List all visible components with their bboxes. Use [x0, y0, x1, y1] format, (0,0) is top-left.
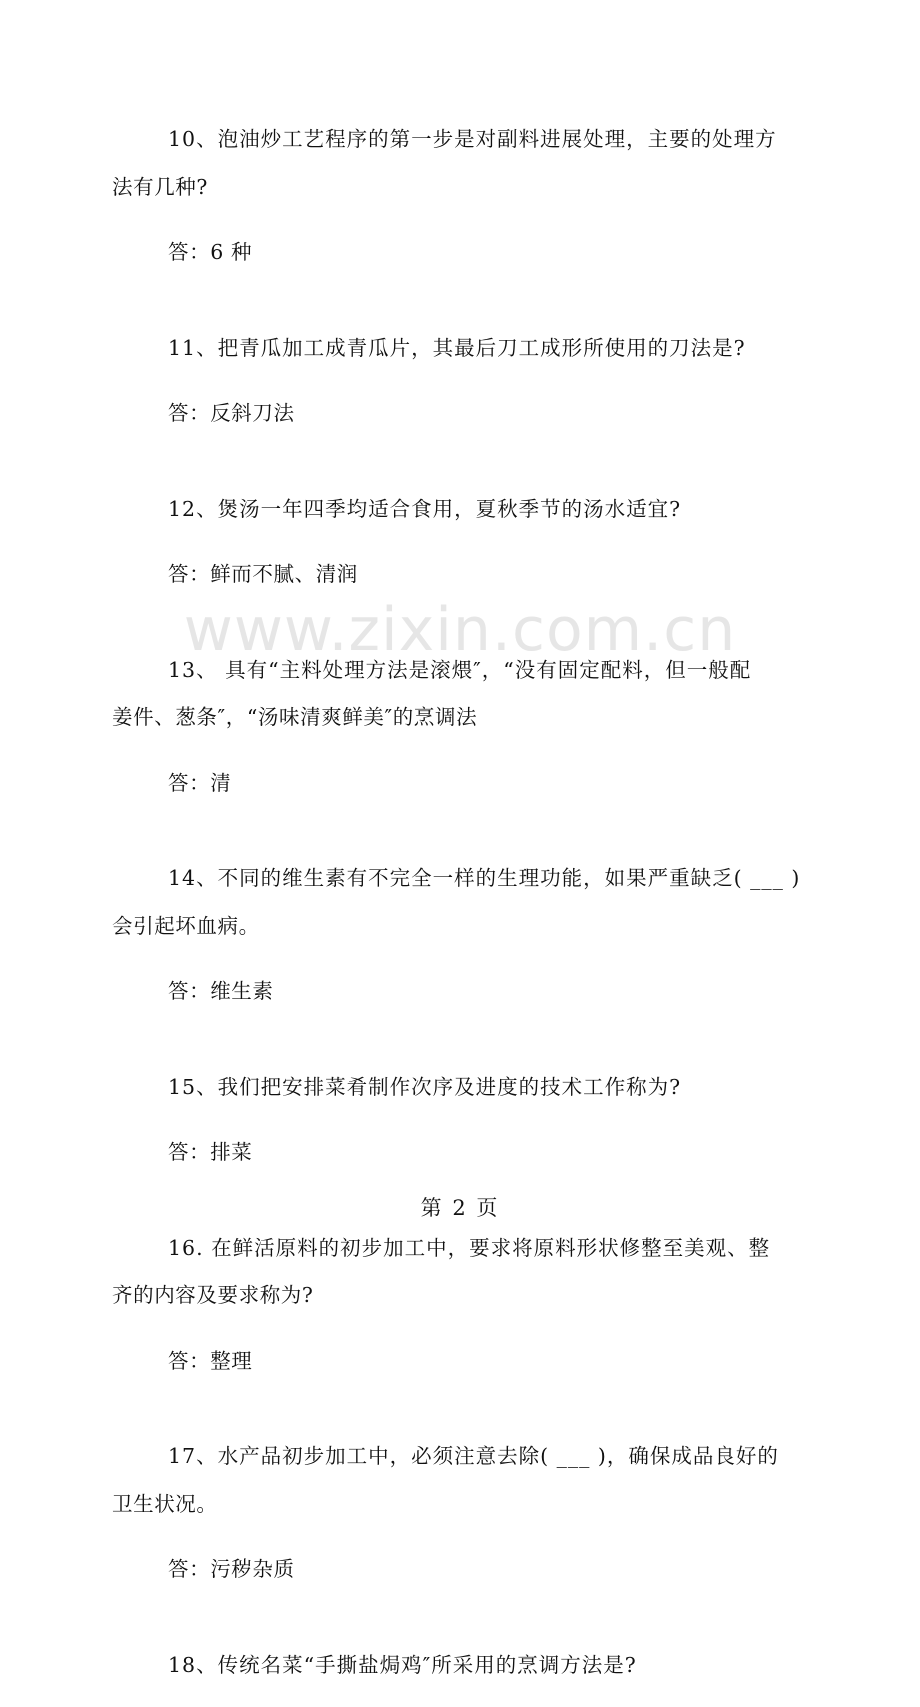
question-line: 18、传统名菜“手撕盐焗鸡″所采用的烹调方法是?	[168, 1652, 637, 1677]
question-line: 11、把青瓜加工成青瓜片，其最后刀工成形所使用的刀法是?	[168, 335, 746, 360]
question	[0, 1225, 790, 1320]
qa-item-13	[0, 647, 920, 808]
question-line: 16. 在鲜活原料的初步加工中，要求将原料形状修整至美观、整	[168, 1235, 771, 1260]
question	[0, 486, 790, 534]
question-line: 17、水产品初步加工中，必须注意去除( ___ )，确保成品良好的	[168, 1444, 779, 1468]
question	[0, 647, 790, 742]
question-line: 法有几种?	[112, 174, 208, 199]
qa-item-10	[0, 116, 920, 277]
question	[0, 116, 790, 211]
question-line: 14、不同的维生素有不完全一样的生理功能，如果严重缺乏( ___ )	[168, 866, 801, 890]
qa-item-15	[0, 1064, 920, 1177]
qa-item-11	[0, 325, 920, 438]
answer: 答：6 种	[168, 240, 253, 264]
answer: 答：维生素	[168, 979, 274, 1003]
question-line: 10、泡油炒工艺程序的第一步是对副料进展处理，主要的处理方	[168, 127, 777, 151]
document-body	[0, 116, 920, 1707]
question-line: 卫生状况。	[112, 1491, 218, 1516]
question-line: 齐的内容及要求称为?	[112, 1283, 314, 1307]
question-line: 13、 具有“主料处理方法是滚煨″，“没有固定配料，但一般配	[168, 657, 752, 682]
question-line: 姜件、葱条″，“汤味清爽鲜美″的烹调法	[112, 705, 478, 729]
question	[0, 855, 801, 950]
answer: 答：鲜而不腻、清润	[168, 562, 358, 586]
qa-item-14	[0, 855, 920, 1016]
answer: 答：反斜刀法	[168, 401, 295, 425]
qa-item-18	[0, 1642, 920, 1690]
qa-item-17	[0, 1433, 920, 1594]
answer: 答：排菜	[168, 1140, 253, 1164]
answer: 答：清	[168, 770, 232, 795]
qa-item-16	[0, 1225, 920, 1386]
question	[0, 1642, 790, 1690]
watermark: www.zixin.com.cn	[183, 595, 737, 665]
question-line: 12、煲汤一年四季均适合食用，夏秋季节的汤水适宜?	[168, 496, 682, 521]
question	[0, 1064, 790, 1112]
question	[0, 325, 790, 373]
qa-item-12	[0, 486, 920, 599]
answer: 答：污秽杂质	[168, 1557, 295, 1581]
answer: 答：整理	[168, 1348, 253, 1373]
page-number: 第 2 页	[420, 1196, 500, 1220]
question-line: 会引起坏血病。	[112, 913, 260, 938]
question-line: 15、我们把安排菜肴制作次序及进度的技术工作称为?	[168, 1074, 682, 1099]
question	[0, 1433, 790, 1528]
